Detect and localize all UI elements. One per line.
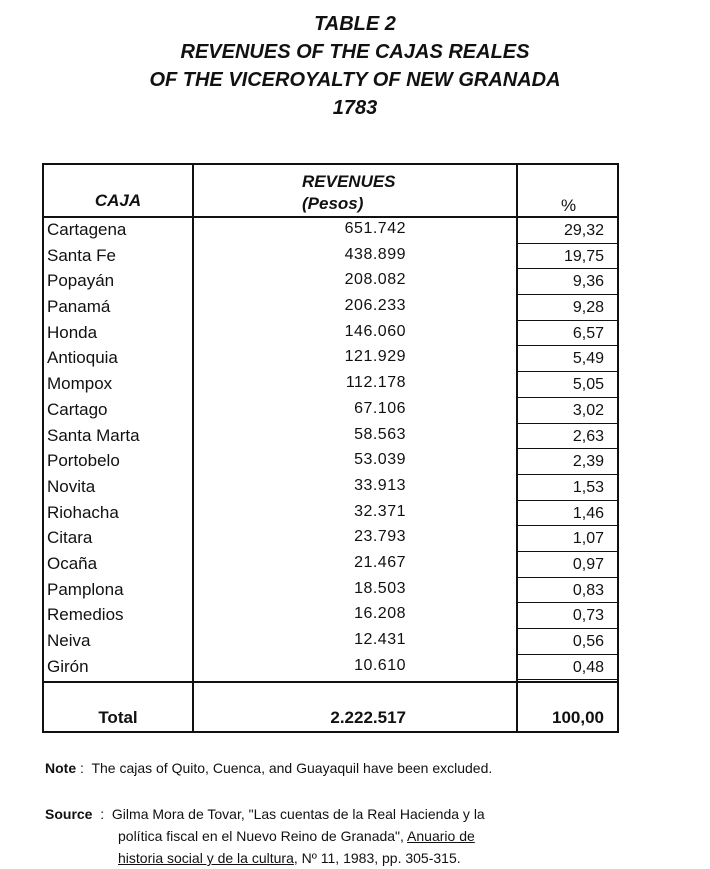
percent-value: 1,53 bbox=[572, 478, 604, 496]
source-line-2 bbox=[118, 825, 665, 847]
table-row bbox=[44, 424, 617, 450]
table-row bbox=[44, 449, 617, 475]
caja-name: Santa Fe bbox=[47, 245, 116, 265]
revenues-table bbox=[42, 163, 619, 733]
percent-value: 1,46 bbox=[572, 504, 604, 522]
caja-name: Neiva bbox=[47, 631, 91, 650]
caja-name: Panamá bbox=[47, 297, 111, 317]
revenue-value: 208.082 bbox=[344, 271, 406, 289]
revenue-value: 112.178 bbox=[345, 374, 406, 392]
total-revenues: 2.222.517 bbox=[330, 708, 406, 727]
table-row bbox=[44, 398, 617, 424]
source-line-3 bbox=[118, 847, 665, 869]
table-row bbox=[44, 372, 617, 398]
revenue-value: 67.106 bbox=[354, 399, 406, 417]
row-underline bbox=[518, 679, 617, 680]
source-text-2: política fiscal en el Nuevo Reino de Granada", bbox=[118, 828, 404, 844]
percent-value: 2,63 bbox=[572, 427, 604, 445]
percent-value: 1,07 bbox=[572, 530, 604, 548]
caja-name: Mompox bbox=[47, 374, 113, 394]
header-revenues bbox=[302, 171, 396, 215]
source-text-1: Gilma Mora de Tovar, "Las cuentas de la Real Hacienda y la bbox=[111, 806, 485, 822]
caja-name: Popayán bbox=[47, 271, 115, 291]
source-text-3: , Nº 11, 1983, pp. 305-315. bbox=[293, 850, 461, 866]
percent-value: 6,57 bbox=[572, 324, 604, 342]
header-caja: CAJA bbox=[94, 191, 142, 210]
caja-name: Santa Marta bbox=[47, 425, 140, 445]
note-label: Note bbox=[45, 760, 77, 776]
caja-name: Portobelo bbox=[47, 451, 120, 471]
caja-name: Ocaña bbox=[47, 553, 98, 573]
table-row bbox=[44, 552, 617, 578]
revenue-value: 21.467 bbox=[354, 553, 406, 571]
percent-value: 9,28 bbox=[572, 299, 604, 317]
table-row bbox=[44, 244, 617, 270]
percent-value: 0,56 bbox=[572, 633, 604, 650]
caja-name: Cartago bbox=[47, 399, 108, 419]
table-row bbox=[44, 346, 617, 372]
caja-name: Pamplona bbox=[47, 579, 124, 599]
revenue-value: 23.793 bbox=[354, 528, 406, 546]
percent-value: 0,83 bbox=[572, 581, 604, 599]
table-row bbox=[44, 218, 617, 244]
source-journal-2: historia social y de la cultura bbox=[118, 850, 294, 866]
header-revenues-line2: (Pesos) bbox=[302, 194, 364, 213]
table-row bbox=[44, 321, 617, 347]
total-label: Total bbox=[98, 708, 138, 727]
revenue-value: 58.563 bbox=[354, 425, 406, 443]
revenue-value: 53.039 bbox=[354, 451, 406, 469]
caja-name: Honda bbox=[47, 322, 98, 342]
caja-name: Girón bbox=[47, 656, 89, 676]
percent-value: 19,75 bbox=[563, 247, 604, 265]
percent-value: 29,32 bbox=[563, 222, 604, 239]
percent-value: 0,97 bbox=[572, 555, 604, 573]
table-row bbox=[44, 526, 617, 552]
revenue-value: 33.913 bbox=[354, 476, 406, 494]
title-line-1: TABLE 2 bbox=[314, 13, 396, 35]
percent-value: 2,39 bbox=[572, 453, 604, 471]
table-row bbox=[44, 578, 617, 604]
revenue-value: 146.060 bbox=[344, 322, 406, 340]
caja-name: Cartagena bbox=[47, 220, 127, 239]
revenue-value: 18.503 bbox=[354, 579, 406, 597]
percent-value: 0,48 bbox=[572, 658, 604, 676]
percent-value: 5,49 bbox=[572, 350, 604, 368]
table-row bbox=[44, 629, 617, 655]
total-percent: 100,00 bbox=[552, 708, 604, 727]
caja-name: Remedios bbox=[47, 605, 124, 625]
table-row bbox=[44, 501, 617, 527]
note: Note : The cajas of Quito, Cuenca, and Guayaquil have been excluded. bbox=[45, 760, 493, 776]
revenue-value: 16.208 bbox=[354, 605, 406, 623]
header-percent: % bbox=[560, 196, 577, 215]
table-body bbox=[44, 218, 617, 680]
title-line-3: OF THE VICEROYALTY OF NEW GRANADA bbox=[149, 69, 561, 91]
source-journal-1: Anuario de bbox=[407, 828, 475, 844]
table-row bbox=[44, 603, 617, 629]
header-revenues-line1: REVENUES bbox=[302, 172, 396, 191]
revenue-value: 438.899 bbox=[344, 245, 406, 263]
title-line-2: REVENUES OF THE CAJAS REALES bbox=[180, 41, 530, 63]
table-row bbox=[44, 655, 617, 681]
revenue-value: 10.610 bbox=[354, 656, 406, 674]
table-row bbox=[44, 269, 617, 295]
revenue-value: 206.233 bbox=[344, 297, 406, 315]
revenue-value: 32.371 bbox=[354, 502, 406, 520]
table-title bbox=[0, 10, 710, 122]
caja-name: Antioquia bbox=[47, 348, 118, 368]
caja-name: Citara bbox=[47, 528, 93, 548]
total-divider bbox=[44, 681, 617, 683]
percent-value: 9,36 bbox=[572, 273, 604, 291]
title-line-4: 1783 bbox=[332, 97, 378, 119]
revenue-value: 121.929 bbox=[344, 348, 406, 366]
source-label: Source bbox=[45, 806, 93, 822]
percent-value: 3,02 bbox=[572, 401, 604, 419]
source: Source : Gilma Mora de Tovar, "Las cuentas de la Real Hacienda y la política fiscal en el Nuevo Reino de Granada", Anuario de historia social y de la cultura, Nº 11, 1983, pp. 305-315. bbox=[45, 803, 665, 869]
percent-value: 0,73 bbox=[572, 607, 604, 625]
caja-name: Novita bbox=[47, 476, 96, 496]
revenue-value: 651.742 bbox=[344, 220, 406, 237]
caja-name: Riohacha bbox=[47, 502, 119, 522]
note-text: The cajas of Quito, Cuenca, and Guayaquil have been excluded. bbox=[91, 760, 493, 776]
percent-value: 5,05 bbox=[572, 376, 604, 394]
revenue-value: 12.431 bbox=[354, 631, 406, 648]
table-row bbox=[44, 475, 617, 501]
table-row bbox=[44, 295, 617, 321]
